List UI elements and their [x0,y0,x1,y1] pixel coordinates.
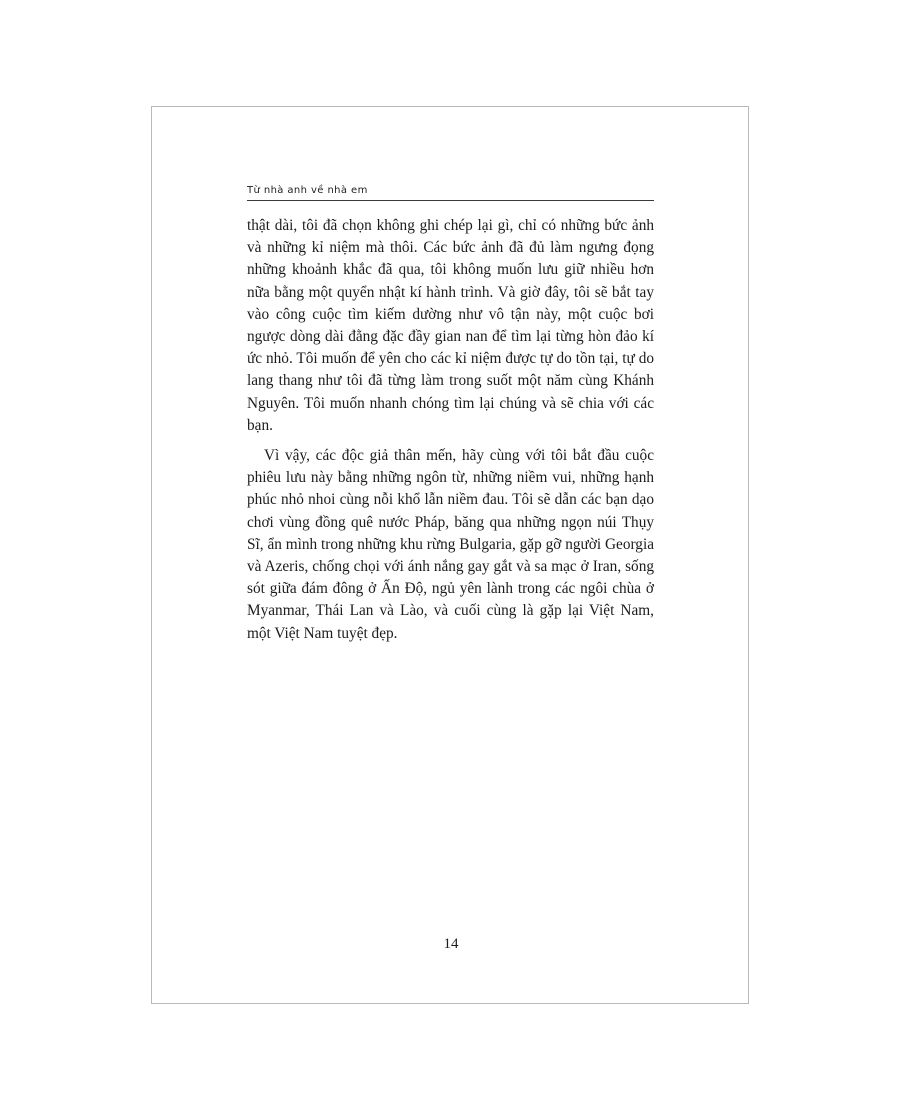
paragraph-2: Vì vậy, các độc giả thân mến, hãy cùng với tôi bắt đầu cuộc phiêu lưu này bằng những ngôn từ, những niềm vui, những hạnh phúc nhỏ nhoi cùng nỗi khổ lẫn niềm đau. Tôi sẽ dẫn các bạn dạo chơi vùng đồng quê nước Pháp, băng qua những ngọn núi Thụy Sĩ, ẩn mình trong những khu rừng Bulgaria, gặp gỡ người Georgia và Azeris, chống chọi với ánh nắng gay gắt và sa mạc ở Iran, sống sót giữa đám đông ở Ấn Độ, ngủ yên lành trong các ngôi chùa ở Myanmar, Thái Lan và Lào, và cuối cùng là gặp lại Việt Nam, một Việt Nam tuyệt đẹp. [247,447,654,642]
page-number: 14 [443,936,459,952]
running-header: Từ nhà anh về nhà em [247,185,654,201]
book-page [151,106,749,1004]
paragraph-1: thật dài, tôi đã chọn không ghi chép lại gì, chỉ có những bức ảnh và những kỉ niệm mà thôi. Các bức ảnh đã đủ làm ngưng đọng những khoảnh khắc đã qua, tôi không muốn lưu giữ nhiều hơn nữa bằng một quyển nhật kí hành trình. Và giờ đây, tôi sẽ bắt tay vào công cuộc tìm kiếm dường như vô tận này, một cuộc bơi ngược dòng dài đằng đặc đầy gian nan để tìm lại từng hòn đảo kí ức nhỏ. Tôi muốn để yên cho các kỉ niệm được tự do tồn tại, tự do lang thang như tôi đã từng làm trong suốt một năm cùng Khánh Nguyên. Tôi muốn nhanh chóng tìm lại chúng và sẽ chia với các bạn. [247,217,654,434]
body-text [247,215,654,645]
